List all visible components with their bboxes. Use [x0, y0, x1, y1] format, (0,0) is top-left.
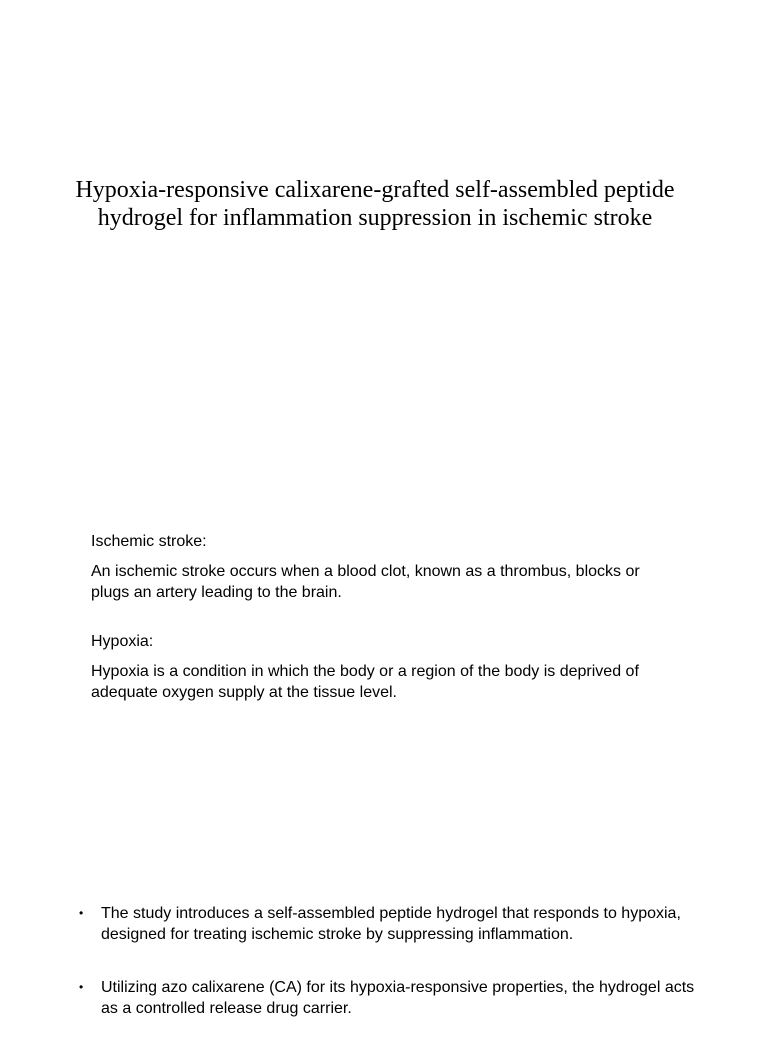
- summary-bullet-list: [79, 903, 699, 1051]
- definition-text: Hypoxia is a condition in which the body or a region of the body is deprived of adequate oxygen supply at the tissue level.: [91, 663, 639, 701]
- definition-term: Ischemic stroke:: [91, 533, 207, 550]
- bullet-dot-icon: •: [79, 906, 84, 920]
- definition-hypoxia: [91, 631, 651, 703]
- page-title: Hypoxia-responsive calixarene-grafted self-assembled peptide hydrogel for inflammation suppression in ischemic stroke: [75, 177, 675, 231]
- bullet-dot-icon: •: [79, 980, 84, 994]
- definition-term: Hypoxia:: [91, 633, 154, 650]
- list-item: [79, 903, 699, 945]
- bullet-text: The study introduces a self-assembled peptide hydrogel that responds to hypoxia, designed for treating ischemic stroke by suppressing inflammation.: [101, 905, 681, 943]
- definitions-section: [91, 531, 651, 731]
- definition-text: An ischemic stroke occurs when a blood clot, known as a thrombus, blocks or plugs an artery leading to the brain.: [91, 563, 640, 601]
- bullet-text: Utilizing azo calixarene (CA) for its hypoxia-responsive properties, the hydrogel acts as a controlled release drug carrier.: [101, 979, 695, 1017]
- definition-ischemic-stroke: [91, 531, 651, 603]
- list-item: [79, 977, 699, 1019]
